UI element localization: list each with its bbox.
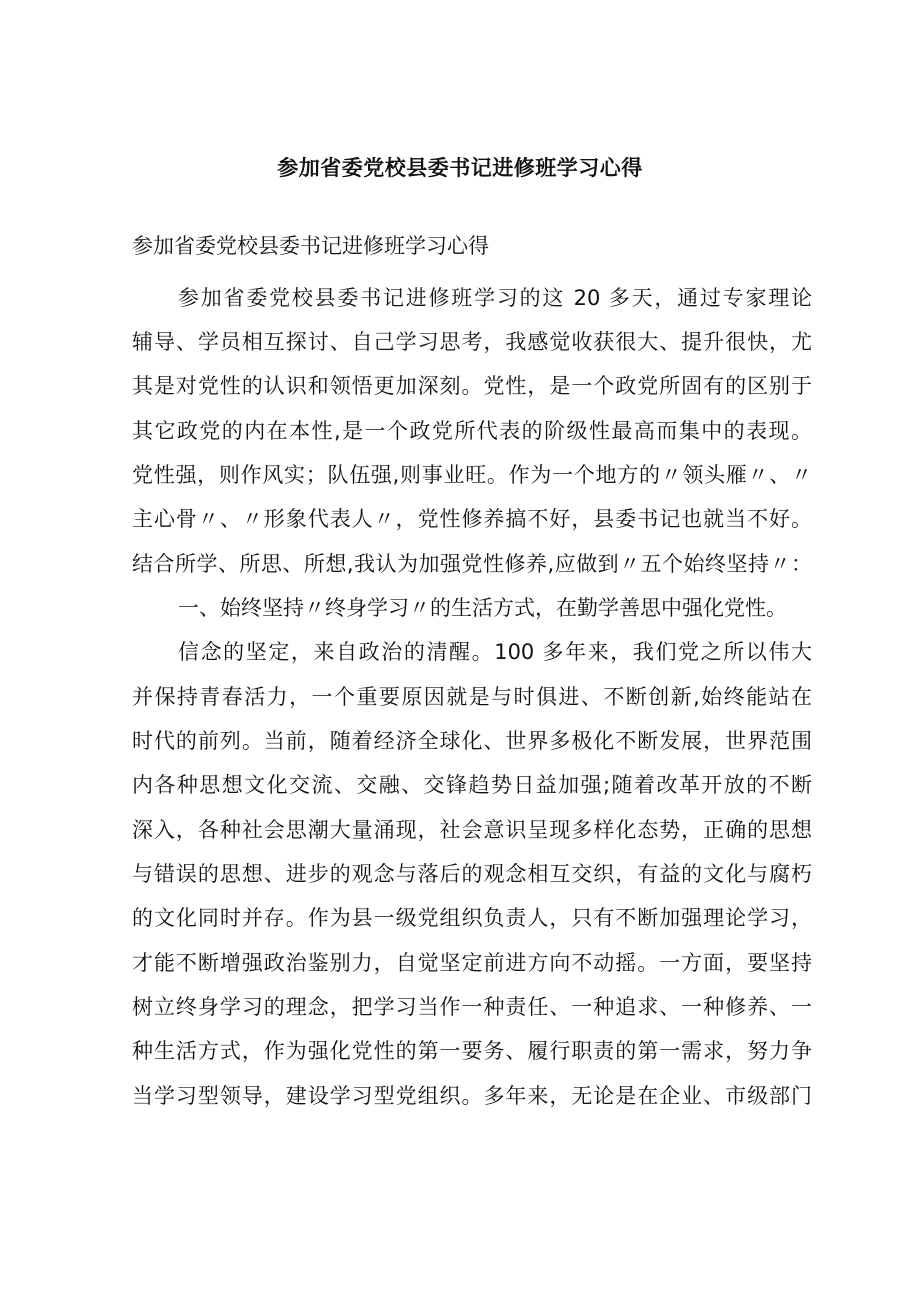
- paragraph-line: 内各种思想文化交流、交融、交锋趋势日益加强;随着改革开放的不断: [132, 773, 812, 797]
- paragraph-line: 参加省委党校县委书记进修班学习的这 20 多天，通过专家理论: [178, 286, 812, 310]
- paragraph-line: 并保持青春活力，一个重要原因就是与时俱进、不断创新,始终能站在: [132, 685, 812, 709]
- paragraph-line: 种生活方式，作为强化党性的第一要务、履行职责的第一需求，努力争: [132, 1039, 812, 1063]
- paragraph-line: 才能不断增强政治鉴别力，自觉坚定前进方向不动摇。一方面，要坚持: [132, 951, 812, 975]
- paragraph-line: 党性强，则作风实；队伍强,则事业旺。作为一个地方的〃领头雁〃、〃: [132, 463, 812, 487]
- document-subtitle: 参加省委党校县委书记进修班学习心得: [132, 234, 489, 258]
- section-heading: 一、始终坚持〃终身学习〃的生活方式，在勤学善思中强化党性。: [178, 596, 787, 620]
- paragraph-line: 其它政党的内在本性,是一个政党所代表的阶级性最高而集中的表现。: [132, 419, 812, 443]
- paragraph-line: 信念的坚定，来自政治的清醒。100 多年来，我们党之所以伟大: [178, 640, 812, 664]
- paragraph-line: 主心骨〃、〃形象代表人〃，党性修养搞不好，县委书记也就当不好。: [132, 507, 812, 531]
- paragraph-line: 与错误的思想、进步的观念与落后的观念相互交织，有益的文化与腐朽: [132, 862, 812, 886]
- paragraph-line: 树立终身学习的理念，把学习当作一种责任、一种追求、一种修养、一: [132, 995, 812, 1019]
- paragraph-line: 的文化同时并存。作为县一级党组织负责人，只有不断加强理论学习，: [132, 906, 812, 930]
- paragraph-line: 结合所学、所思、所想,我认为加强党性修养,应做到〃五个始终坚持〃：: [132, 552, 812, 576]
- paragraph-line: 深入，各种社会思潮大量涌现，社会意识呈现多样化态势，正确的思想: [132, 818, 812, 842]
- paragraph-line: 辅导、学员相互探讨、自己学习思考，我感觉收获很大、提升很快，尤: [132, 330, 812, 354]
- paragraph-line: 当学习型领导，建设学习型党组织。多年来，无论是在企业、市级部门: [132, 1084, 812, 1108]
- paragraph-line: 时代的前列。当前，随着经济全球化、世界多极化不断发展，世界范围: [132, 729, 812, 753]
- paragraph-line: 其是对党性的认识和领悟更加深刻。党性，是一个政党所固有的区别于: [132, 374, 812, 398]
- document-title: 参加省委党校县委书记进修班学习心得: [277, 156, 643, 180]
